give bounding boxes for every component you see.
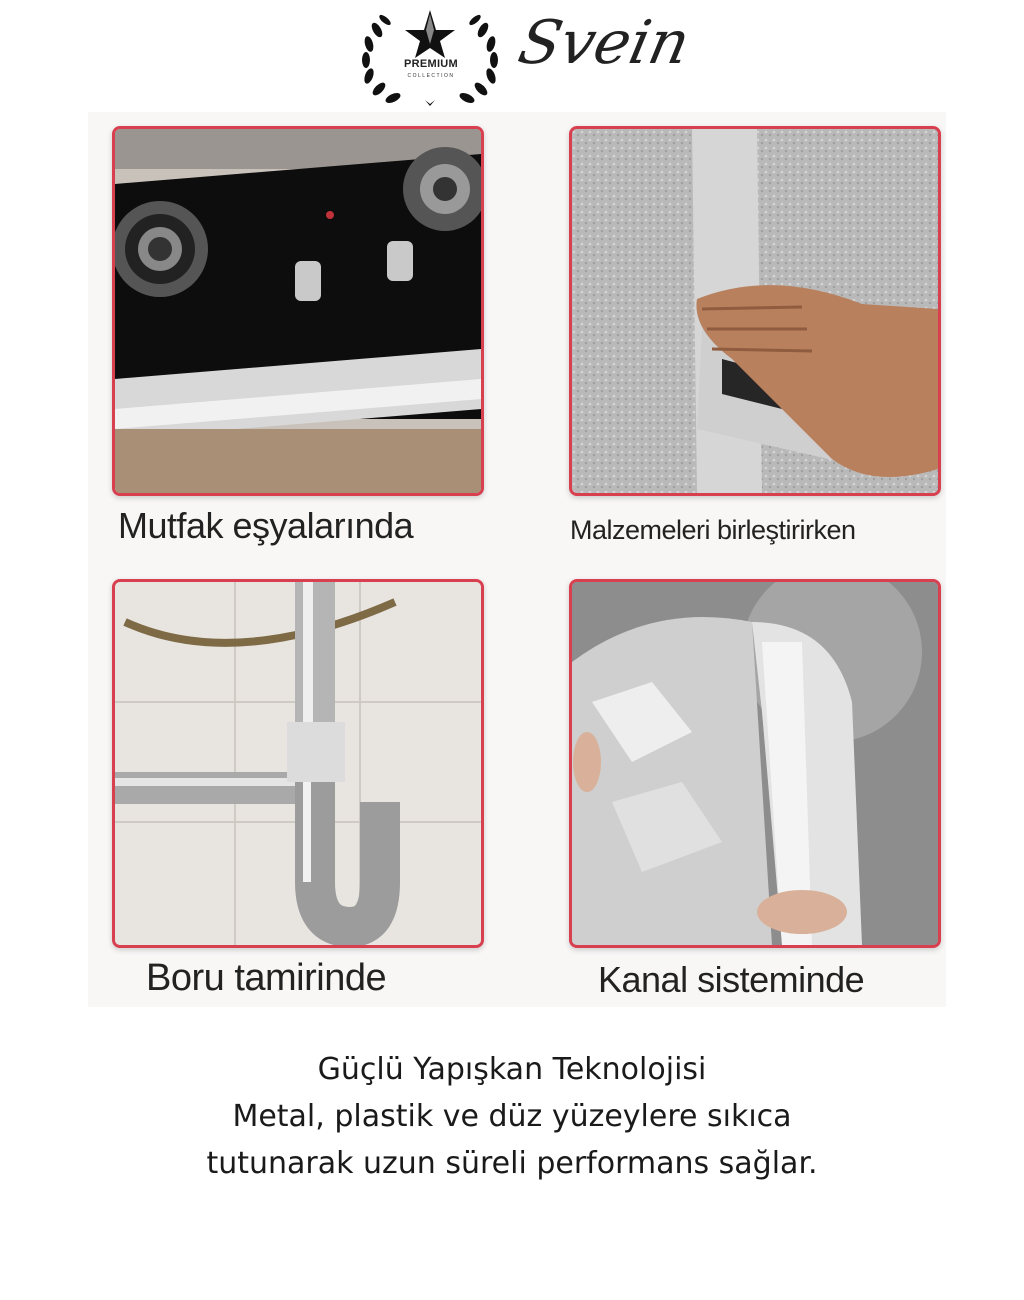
star-icon bbox=[405, 10, 455, 58]
footer-line-2: Metal, plastik ve düz yüzeylere sıkıca bbox=[232, 1099, 792, 1134]
card-duct-image bbox=[569, 579, 941, 948]
footer-line-1: Güçlü Yapışkan Teknolojisi bbox=[317, 1052, 707, 1087]
caption-pipe: Boru tamirinde bbox=[146, 957, 387, 999]
badge-text: PREMIUM bbox=[403, 58, 459, 70]
caption-kitchen: Mutfak eşyalarında bbox=[118, 505, 414, 546]
laurel-wreath-icon bbox=[355, 0, 505, 110]
badge-subtext: COLLECTION bbox=[407, 73, 455, 79]
card-hand-tape-image bbox=[569, 126, 941, 496]
brand-signature: Svein bbox=[512, 8, 696, 78]
card-kitchen-image bbox=[112, 126, 484, 496]
footer-line-3: tutunarak uzun süreli performans sağlar. bbox=[206, 1146, 818, 1181]
premium-badge bbox=[355, 0, 505, 110]
caption-duct: Kanal sisteminde bbox=[598, 959, 865, 1000]
card-pipe-image bbox=[112, 579, 484, 948]
brand-logo bbox=[355, 0, 696, 112]
caption-joining: Malzemeleri birleştirirken bbox=[570, 515, 856, 545]
